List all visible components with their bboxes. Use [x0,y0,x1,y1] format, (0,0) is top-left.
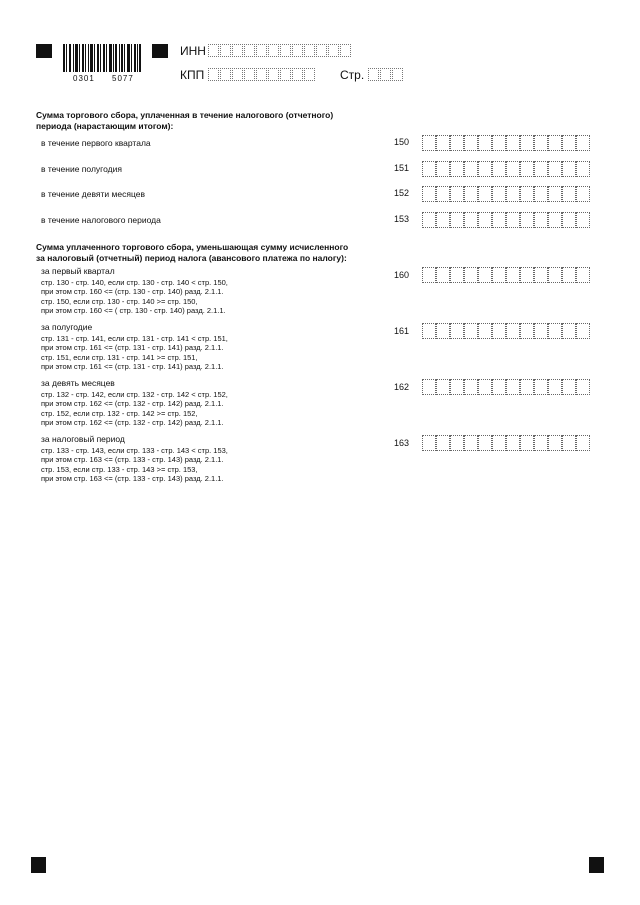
item-160-line: стр. 150, если стр. 130 - стр. 140 >= стр. 150, [41,296,198,306]
item-160-line: стр. 130 - стр. 140, если стр. 130 - стр. 140 < стр. 150, [41,277,228,287]
value-cell[interactable] [492,135,506,151]
row-152-code: 152 [394,188,410,198]
value-cell[interactable] [548,161,562,177]
value-cell[interactable] [506,135,520,151]
value-cell[interactable] [506,186,520,202]
row-163-code: 163 [394,438,410,448]
item-161-line: стр. 131 - стр. 141, если стр. 131 - стр. 141 < стр. 151, [41,333,228,343]
value-cell[interactable] [422,135,436,151]
value-cell[interactable] [534,161,548,177]
value-cell[interactable] [478,135,492,151]
item-162-line: стр. 152, если стр. 132 - стр. 142 >= стр. 152, [41,408,198,418]
inn-cell[interactable] [232,44,243,57]
value-cell[interactable] [548,135,562,151]
value-cell[interactable] [492,323,506,339]
item-163 [41,435,371,484]
inn-cell[interactable] [328,44,339,57]
page-field[interactable] [368,68,404,81]
value-cell[interactable] [520,161,534,177]
value-cell[interactable] [548,212,562,228]
value-cell[interactable] [436,267,450,283]
value-cell[interactable] [478,212,492,228]
bottom-left-marker [31,857,46,873]
value-cell[interactable] [492,212,506,228]
value-cell[interactable] [520,186,534,202]
barcode [63,44,141,72]
row-161-field[interactable] [422,323,590,339]
value-cell[interactable] [576,212,590,228]
value-cell[interactable] [436,161,450,177]
inn-cell[interactable] [268,44,279,57]
item-163-line: стр. 153, если стр. 133 - стр. 143 >= стр. 153, [41,464,198,474]
value-cell[interactable] [464,212,478,228]
value-cell[interactable] [450,323,464,339]
value-cell[interactable] [464,267,478,283]
kpp-cell[interactable] [232,68,243,81]
value-cell[interactable] [576,161,590,177]
value-cell[interactable] [534,435,548,451]
kpp-cell[interactable] [220,68,231,81]
inn-cell[interactable] [316,44,327,57]
row-162-code: 162 [394,382,410,392]
inn-cell[interactable] [256,44,267,57]
value-cell[interactable] [506,161,520,177]
row-162-field[interactable] [422,379,590,395]
value-cell[interactable] [464,435,478,451]
row-150-field[interactable] [422,135,590,151]
value-cell[interactable] [576,267,590,283]
value-cell[interactable] [548,379,562,395]
page-cell[interactable] [380,68,391,81]
value-cell[interactable] [492,267,506,283]
value-cell[interactable] [576,135,590,151]
row-151-label: в течение полугодия [41,164,122,174]
value-cell[interactable] [548,186,562,202]
value-cell[interactable] [562,212,576,228]
value-cell[interactable] [562,435,576,451]
value-cell[interactable] [548,323,562,339]
top-mid-marker [152,44,168,58]
value-cell[interactable] [576,186,590,202]
item-163-line: при этом стр. 163 <= (стр. 133 - стр. 143) разд. 2.1.1. [41,474,224,483]
value-cell[interactable] [450,186,464,202]
value-cell[interactable] [478,267,492,283]
value-cell[interactable] [422,435,436,451]
page-label: Стр. [340,68,365,82]
value-cell[interactable] [422,267,436,283]
inn-cell[interactable] [280,44,291,57]
value-cell[interactable] [576,435,590,451]
value-cell[interactable] [422,323,436,339]
value-cell[interactable] [436,435,450,451]
inn-cell[interactable] [208,44,219,57]
value-cell[interactable] [506,323,520,339]
page-cell[interactable] [392,68,403,81]
value-cell[interactable] [520,323,534,339]
value-cell[interactable] [534,212,548,228]
barcode-number-left: 0301 [73,74,95,83]
kpp-cell[interactable] [244,68,255,81]
value-cell[interactable] [562,323,576,339]
bottom-right-marker [589,857,604,873]
value-cell[interactable] [520,212,534,228]
value-cell[interactable] [478,379,492,395]
inn-cell[interactable] [292,44,303,57]
value-cell[interactable] [464,135,478,151]
value-cell[interactable] [464,186,478,202]
row-150-code: 150 [394,137,410,147]
value-cell[interactable] [506,379,520,395]
inn-field[interactable] [208,44,352,57]
section2-title-line2: за налоговый (отчетный) период налога (авансового платежа по налогу): [36,253,347,263]
item-162-line: при этом стр. 162 <= (стр. 132 - стр. 142) разд. 2.1.1. [41,418,224,427]
inn-cell[interactable] [304,44,315,57]
barcode-number-right: 5077 [112,74,134,83]
value-cell[interactable] [534,323,548,339]
item-162-line: стр. 132 - стр. 142, если стр. 132 - стр. 142 < стр. 152, [41,389,228,399]
value-cell[interactable] [548,267,562,283]
value-cell[interactable] [576,323,590,339]
item-162-line: при этом стр. 162 <= (стр. 132 - стр. 142) разд. 2.1.1. [41,399,224,408]
value-cell[interactable] [576,379,590,395]
value-cell[interactable] [450,135,464,151]
value-cell[interactable] [534,379,548,395]
item-163-head: за налоговый период [41,434,125,444]
section2-title-line1: Сумма уплаченного торгового сбора, уменьшающая сумму исчисленного [36,242,349,252]
value-cell[interactable] [492,435,506,451]
value-cell[interactable] [436,135,450,151]
value-cell[interactable] [492,161,506,177]
value-cell[interactable] [562,186,576,202]
section1-title-line2: периода (нарастающим итогом): [36,121,174,131]
item-161-line: стр. 151, если стр. 131 - стр. 141 >= стр. 151, [41,352,198,362]
value-cell[interactable] [506,267,520,283]
value-cell[interactable] [450,435,464,451]
item-161-head: за полугодие [41,322,93,332]
kpp-label: КПП [180,68,205,82]
value-cell[interactable] [478,323,492,339]
value-cell[interactable] [534,186,548,202]
value-cell[interactable] [422,379,436,395]
value-cell[interactable] [450,212,464,228]
value-cell[interactable] [492,186,506,202]
value-cell[interactable] [562,379,576,395]
section2-title [36,242,381,264]
inn-cell[interactable] [220,44,231,57]
value-cell[interactable] [436,379,450,395]
item-162-head: за девять месяцев [41,378,115,388]
value-cell[interactable] [562,161,576,177]
item-160-line: при этом стр. 160 <= (стр. 130 - стр. 140) разд. 2.1.1. [41,287,224,296]
value-cell[interactable] [436,212,450,228]
value-cell[interactable] [520,435,534,451]
value-cell[interactable] [548,435,562,451]
value-cell[interactable] [520,379,534,395]
inn-label: ИНН [180,44,206,58]
value-cell[interactable] [534,135,548,151]
item-160-head: за первый квартал [41,266,115,276]
row-161-code: 161 [394,326,410,336]
page-cell[interactable] [368,68,379,81]
value-cell[interactable] [478,186,492,202]
row-153-label: в течение налогового периода [41,215,161,225]
value-cell[interactable] [436,323,450,339]
value-cell[interactable] [450,379,464,395]
kpp-cell[interactable] [280,68,291,81]
kpp-cell[interactable] [256,68,267,81]
kpp-cell[interactable] [292,68,303,81]
section1-title-line1: Сумма торгового сбора, уплаченная в течение налогового (отчетного) [36,110,334,120]
value-cell[interactable] [478,435,492,451]
item-163-line: стр. 133 - стр. 143, если стр. 133 - стр. 143 < стр. 153, [41,445,228,455]
item-161 [41,323,371,372]
row-151-field[interactable] [422,161,590,177]
value-cell[interactable] [464,379,478,395]
row-153-field[interactable] [422,212,590,228]
value-cell[interactable] [436,186,450,202]
inn-cell[interactable] [244,44,255,57]
item-160-line: при этом стр. 160 <= ( стр. 130 - стр. 140) разд. 2.1.1. [41,306,226,315]
value-cell[interactable] [464,161,478,177]
row-152-field[interactable] [422,186,590,202]
row-160-field[interactable] [422,267,590,283]
item-160 [41,267,371,316]
item-161-line: при этом стр. 161 <= (стр. 131 - стр. 141) разд. 2.1.1. [41,343,224,352]
value-cell[interactable] [520,135,534,151]
value-cell[interactable] [562,135,576,151]
item-162 [41,379,371,428]
top-left-marker [36,44,52,58]
item-163-line: при этом стр. 163 <= (стр. 133 - стр. 143) разд. 2.1.1. [41,455,224,464]
row-153-code: 153 [394,214,410,224]
value-cell[interactable] [506,435,520,451]
value-cell[interactable] [492,379,506,395]
value-cell[interactable] [534,267,548,283]
kpp-cell[interactable] [208,68,219,81]
value-cell[interactable] [562,267,576,283]
value-cell[interactable] [506,212,520,228]
kpp-cell[interactable] [304,68,315,81]
value-cell[interactable] [520,267,534,283]
row-151-code: 151 [394,163,410,173]
kpp-cell[interactable] [268,68,279,81]
value-cell[interactable] [422,161,436,177]
value-cell[interactable] [422,186,436,202]
row-160-code: 160 [394,270,410,280]
inn-cell[interactable] [340,44,351,57]
row-152-label: в течение девяти месяцев [41,189,145,199]
value-cell[interactable] [450,267,464,283]
value-cell[interactable] [422,212,436,228]
value-cell[interactable] [464,323,478,339]
row-163-field[interactable] [422,435,590,451]
value-cell[interactable] [478,161,492,177]
kpp-field[interactable] [208,68,316,81]
row-150-label: в течение первого квартала [41,138,151,148]
item-161-line: при этом стр. 161 <= (стр. 131 - стр. 141) разд. 2.1.1. [41,362,224,371]
value-cell[interactable] [450,161,464,177]
section1-title [36,110,381,132]
